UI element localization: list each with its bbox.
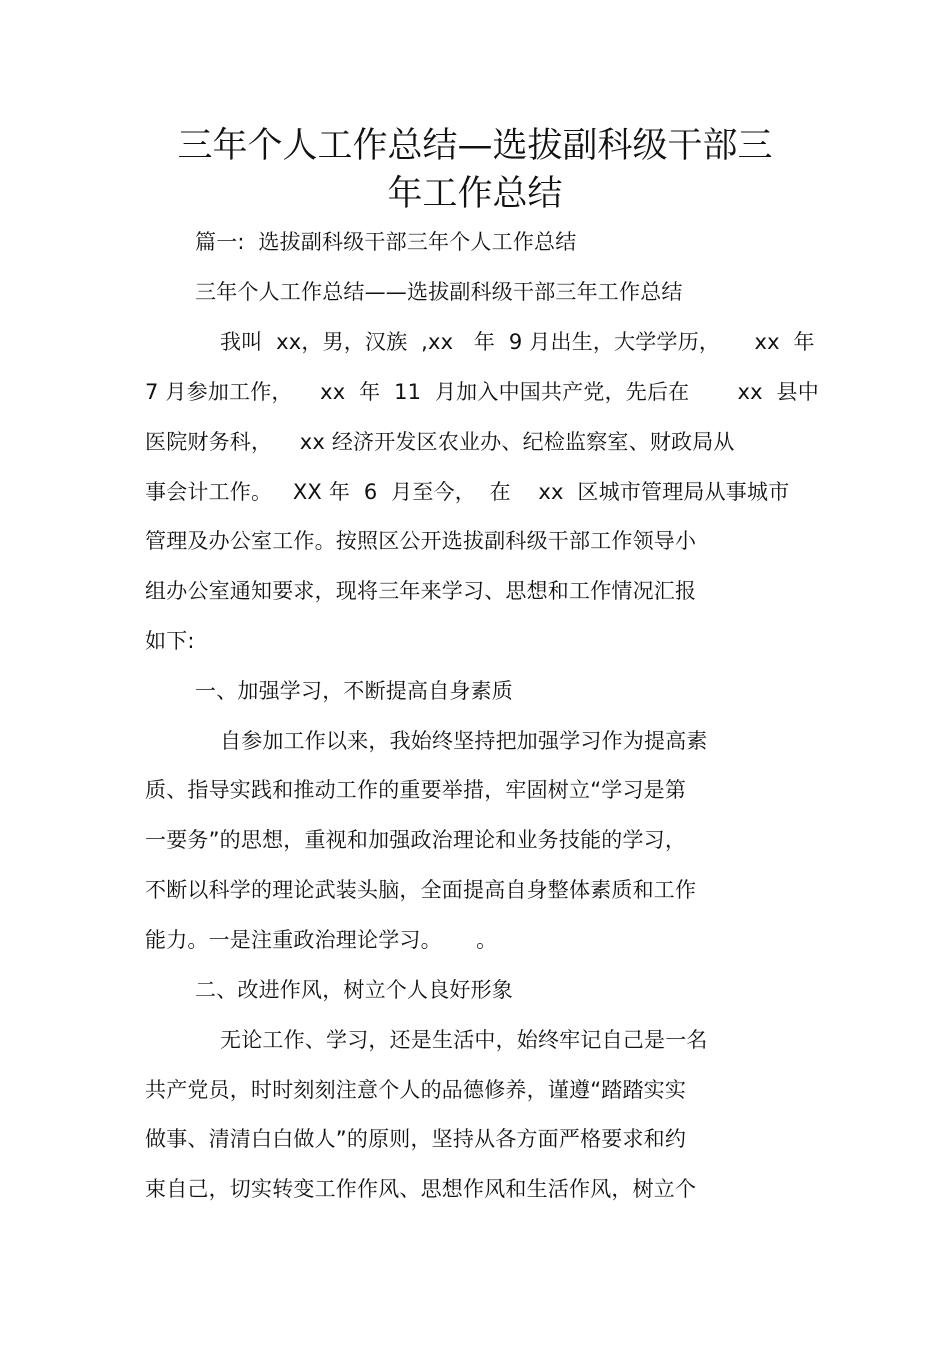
body-text-line: 不断以科学的理论武装头脑，全面提高自身整体素质和工作: [145, 878, 697, 902]
body-text-line: 组办公室通知要求，现将三年来学习、思想和工作情况汇报: [145, 579, 697, 603]
document-title-line-1: 三年个人工作总结—选拔副科级干部三: [177, 126, 773, 166]
subtitle-line: 三年个人工作总结——选拔副科级干部三年工作总结: [195, 280, 683, 304]
section-heading: 二、改进作风，树立个人良好形象: [195, 978, 513, 1002]
document-title-line-2: 年工作总结: [387, 174, 563, 214]
body-text-line: 做事、清清白白做人”的原则，坚持从各方面严格要求和约: [145, 1127, 687, 1151]
body-text-line: 如下:: [145, 629, 195, 653]
body-text-line: 7 月参加工作， xx 年 11 月加入中国共产党，先后在 xx 县中: [145, 380, 819, 404]
body-text-line: 能力。一是注重政治理论学习。 。: [145, 928, 498, 952]
body-text-line: 事会计工作。 XX 年 6 月至今， 在 xx 区城市管理局从事城市: [145, 480, 790, 504]
body-text-line: 医院财务科， xx 经济开发区农业办、纪检监察室、财政局从: [145, 430, 735, 454]
body-text-line: 质、指导实践和推动工作的重要举措，牢固树立“学习是第: [145, 778, 687, 802]
body-text-line: 共产党员，时时刻刻注意个人的品德修养，谨遵“踏踏实实: [145, 1078, 687, 1102]
body-text-line: 我叫 xx，男，汉族 ,xx 年 9 月出生，大学学历， xx 年: [220, 330, 815, 354]
section-heading: 一、加强学习，不断提高自身素质: [195, 679, 513, 703]
body-text-line: 一要务”的思想，重视和加强政治理论和业务技能的学习，: [145, 828, 687, 852]
body-text-line: 束自己，切实转变工作作风、思想作风和生活作风，树立个: [145, 1177, 697, 1201]
body-text-line: 管理及办公室工作。按照区公开选拔副科级干部工作领导小: [145, 529, 697, 553]
body-text-line: 无论工作、学习，还是生活中，始终牢记自己是一名: [220, 1028, 708, 1052]
body-text-line: 自参加工作以来，我始终坚持把加强学习作为提高素: [220, 729, 708, 753]
section-heading: 篇一: 选拔副科级干部三年个人工作总结: [195, 230, 577, 254]
